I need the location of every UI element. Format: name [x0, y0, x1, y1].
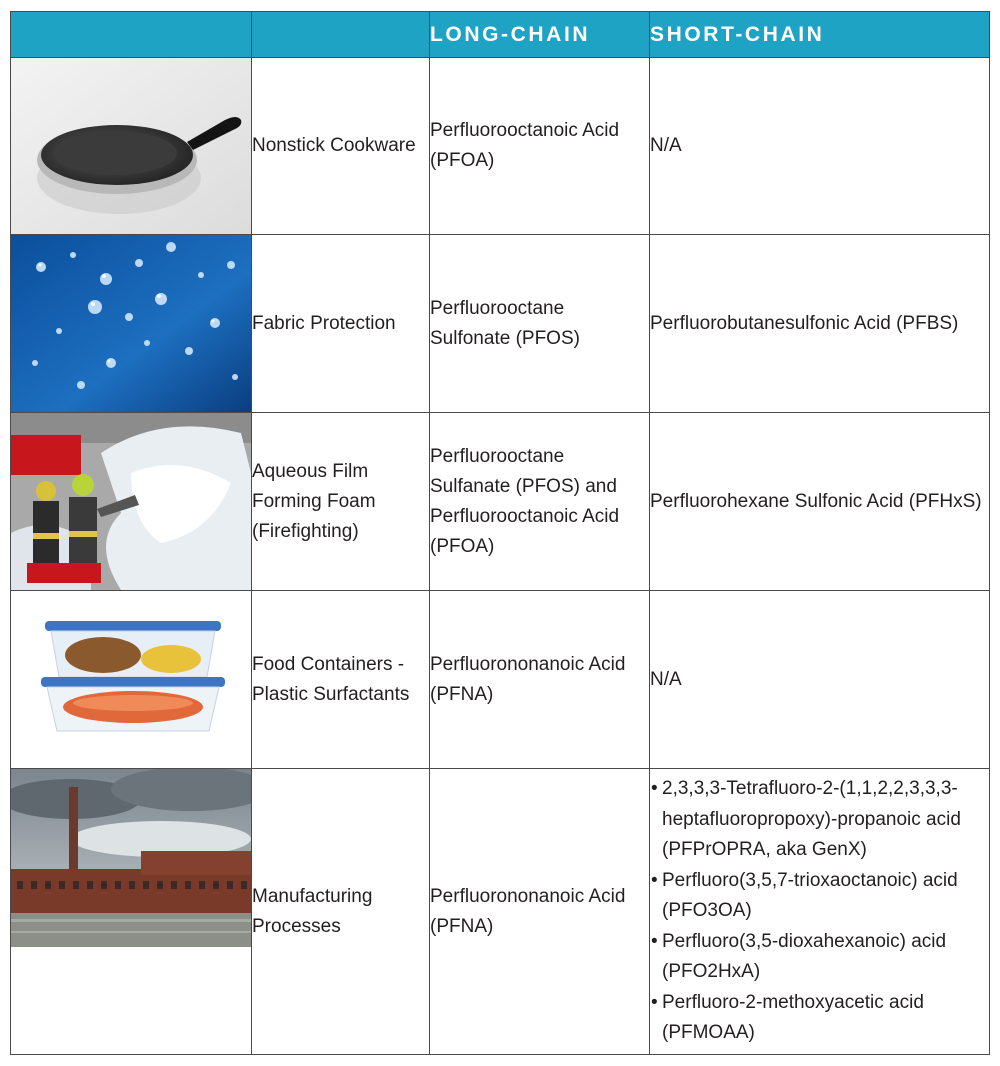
- row-image-cell: [11, 58, 252, 235]
- application-cell: Aqueous Film Forming Foam (Firefighting): [252, 413, 430, 591]
- row-image-cell: [11, 769, 252, 1055]
- long-chain-cell: Perfluorooctane Sulfonate (PFOS): [430, 235, 650, 413]
- factory-riverside-photo: [11, 769, 251, 947]
- list-item: • Perfluoro(3,5,7-trioxaoctanoic) acid (PFO3OA): [662, 866, 989, 927]
- table-row: [11, 235, 990, 413]
- short-chain-cell: [650, 769, 990, 1055]
- row-image-cell: [11, 413, 252, 591]
- long-chain-cell: Perfluorononanoic Acid (PFNA): [430, 769, 650, 1055]
- row-image-cell: [11, 591, 252, 769]
- list-item: • 2,3,3,3-Tetrafluoro-2-(1,1,2,2,3,3,3-heptafluoropropoxy)-propanoic acid (PFPrOPRA, aka GenX): [662, 774, 989, 866]
- long-chain-cell: Perfluorooctanoic Acid (PFOA): [430, 58, 650, 235]
- header-long-chain: LONG-CHAIN: [430, 12, 650, 58]
- long-chain-cell: Perfluorooctane Sulfanate (PFOS) and Perfluorooctanoic Acid (PFOA): [430, 413, 650, 591]
- food-containers-photo: [11, 591, 251, 768]
- table-row: [11, 591, 990, 769]
- application-cell: Food Containers - Plastic Surfactants: [252, 591, 430, 769]
- table-row: [11, 769, 990, 1055]
- long-chain-cell: Perfluorononanoic Acid (PFNA): [430, 591, 650, 769]
- frying-pan-photo: [11, 58, 251, 234]
- short-chain-cell: N/A: [650, 591, 990, 769]
- list-item: • Perfluoro-2-methoxyacetic acid (PFMOAA): [662, 988, 989, 1049]
- row-image-cell: [11, 235, 252, 413]
- header-row: [11, 12, 990, 58]
- application-cell: Manufacturing Processes: [252, 769, 430, 1055]
- header-short-chain: SHORT-CHAIN: [650, 12, 990, 58]
- water-droplets-fabric-photo: [11, 235, 251, 412]
- application-cell: Fabric Protection: [252, 235, 430, 413]
- table-row: [11, 58, 990, 235]
- list-item: • Perfluoro(3,5-dioxahexanoic) acid (PFO2HxA): [662, 927, 989, 988]
- short-chain-list: [650, 774, 989, 1049]
- header-application-column: [252, 12, 430, 58]
- application-cell: Nonstick Cookware: [252, 58, 430, 235]
- header-image-column: [11, 12, 252, 58]
- pfas-table: [10, 11, 990, 1055]
- short-chain-cell: N/A: [650, 58, 990, 235]
- short-chain-cell: Perfluorobutanesulfonic Acid (PFBS): [650, 235, 990, 413]
- table-row: [11, 413, 990, 591]
- firefighters-foam-photo: [11, 413, 251, 590]
- short-chain-cell: Perfluorohexane Sulfonic Acid (PFHxS): [650, 413, 990, 591]
